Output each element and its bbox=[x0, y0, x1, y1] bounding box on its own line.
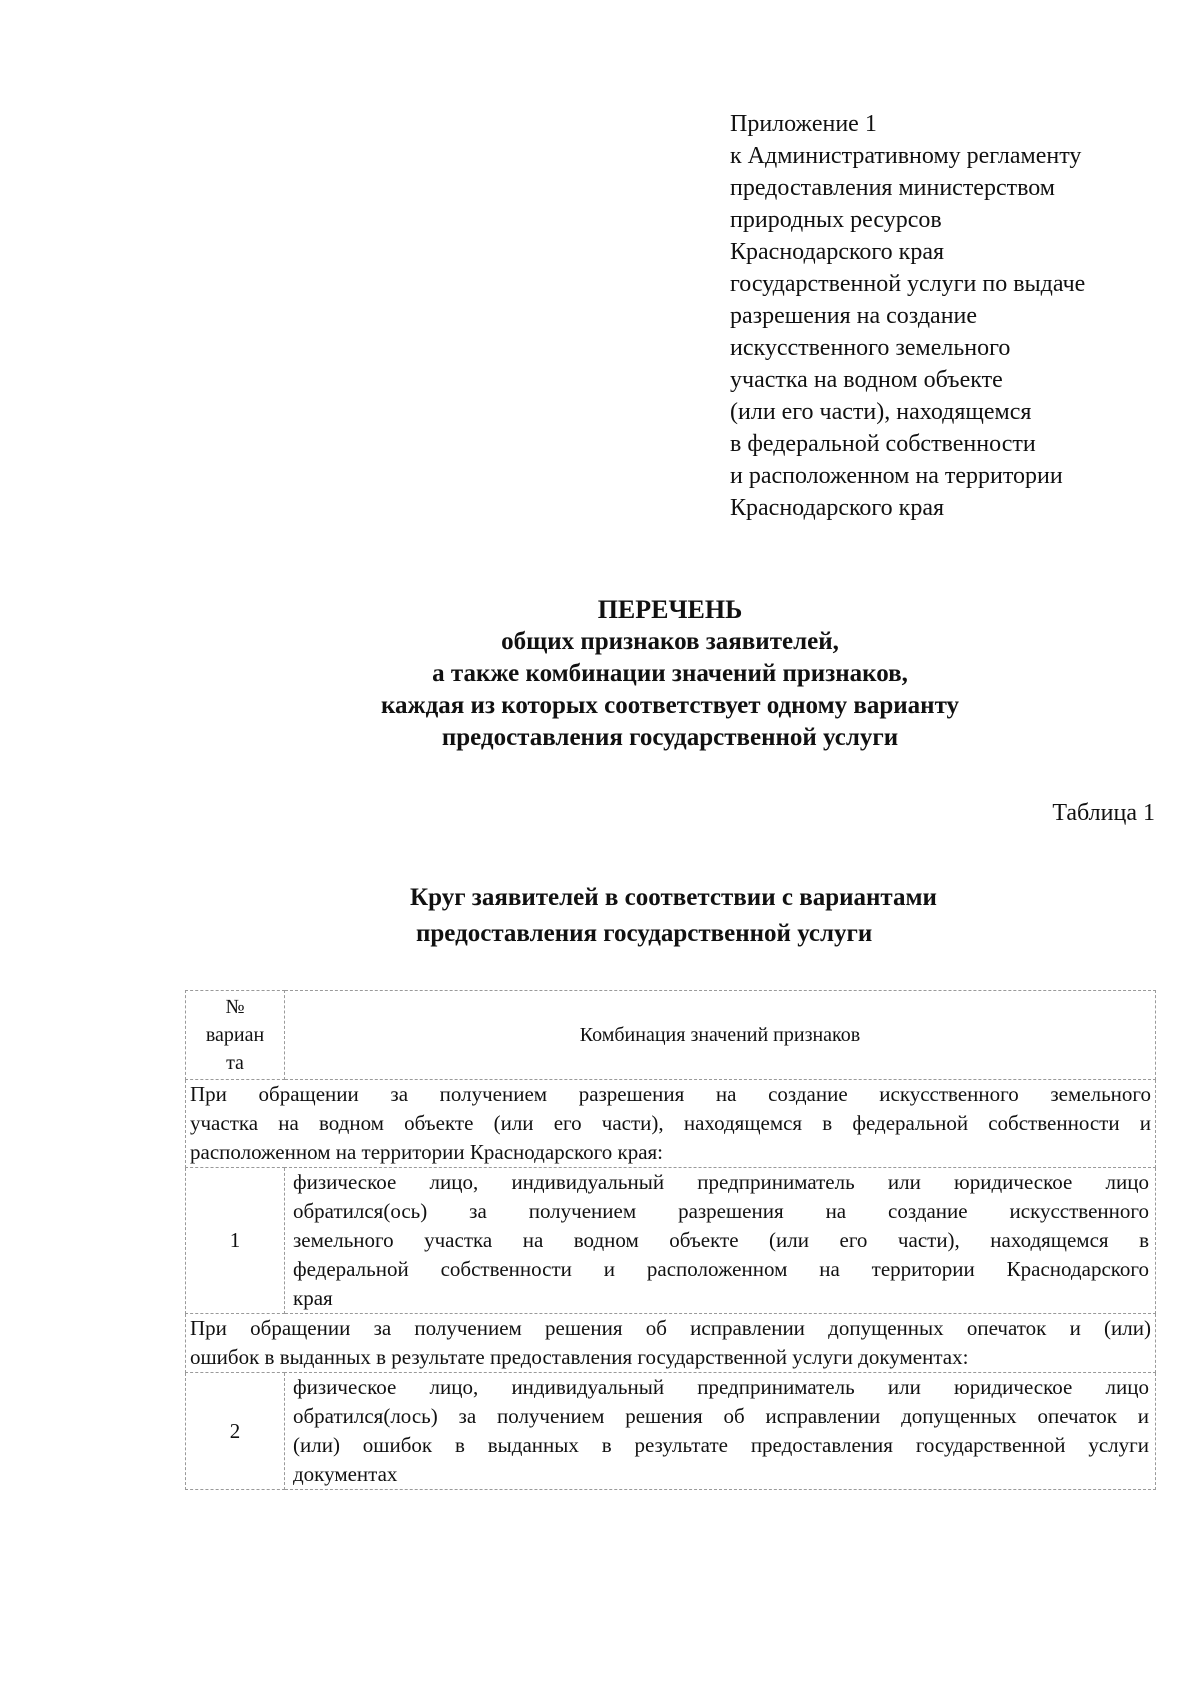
appendix-line: Приложение 1 bbox=[730, 111, 877, 137]
appendix-line: искусственного земельного bbox=[730, 335, 1011, 361]
document-title-line: предоставления государственной услуги bbox=[441, 724, 899, 751]
table-row bbox=[186, 1168, 1156, 1314]
table-caption-line: Круг заявителей в соответствии с вариантами bbox=[410, 884, 937, 911]
appendix-line: предоставления министерством bbox=[730, 175, 1055, 201]
appendix-line: Краснодарского края bbox=[730, 495, 945, 521]
appendix-line: природных ресурсов bbox=[730, 207, 942, 233]
variant-number: 2 bbox=[186, 1373, 285, 1490]
header-variant-number: № вариан та bbox=[186, 991, 285, 1080]
document-title-line: общих признаков заявителей, bbox=[501, 628, 839, 655]
table-header-row bbox=[186, 991, 1156, 1080]
appendix-line: (или его части), находящемся bbox=[730, 399, 1032, 425]
table-label: Таблица 1 bbox=[1052, 800, 1155, 826]
table-section-heading bbox=[186, 1314, 1156, 1373]
appendix-block bbox=[730, 108, 1170, 524]
table-caption-line: предоставления государственной услуги bbox=[416, 920, 873, 947]
appendix-line: к Административному регламенту bbox=[730, 143, 1082, 169]
variants-table bbox=[185, 990, 1156, 1490]
table-caption bbox=[400, 880, 1040, 952]
section-heading-cell: При обращении за получением разрешения на создание искусственного земельного участка на водном объекте (или его части), находящемся в федеральной собственности и расположенном на территории Краснодарского края: bbox=[186, 1080, 1156, 1168]
header-combination: Комбинация значений признаков bbox=[285, 991, 1156, 1080]
appendix-line: Краснодарского края bbox=[730, 239, 945, 265]
appendix-line: государственной услуги по выдаче bbox=[730, 271, 1086, 297]
document-title bbox=[80, 594, 1200, 754]
document-title-line: каждая из которых соответствует одному варианту bbox=[380, 692, 960, 719]
table-section-heading bbox=[186, 1080, 1156, 1168]
appendix-line: разрешения на создание bbox=[730, 303, 978, 329]
variant-description: физическое лицо, индивидуальный предприниматель или юридическое лицо обратился(лось) за получением решения об исправлении допущенных опечаток и (или) ошибок в выданных в результате предоставления государственной услуги документах bbox=[285, 1373, 1156, 1490]
appendix-line: в федеральной собственности bbox=[730, 431, 1036, 457]
document-title-line: а также комбинации значений признаков, bbox=[432, 660, 908, 687]
appendix-line: и расположенном на территории bbox=[730, 463, 1063, 489]
variant-number: 1 bbox=[186, 1168, 285, 1314]
variant-description: физическое лицо, индивидуальный предприниматель или юридическое лицо обратился(ось) за получением разрешения на создание искусственного земельного участка на водном объекте (или его части), находящемся в федеральной собственности и расположенном на территории Краснодарского края bbox=[285, 1168, 1156, 1314]
appendix-line: участка на водном объекте bbox=[730, 367, 1003, 393]
section-heading-cell: При обращении за получением решения об исправлении допущенных опечаток и (или) ошибок в выданных в результате предоставления государственной услуги документах: bbox=[186, 1314, 1156, 1373]
document-title-main: ПЕРЕЧЕНЬ bbox=[597, 595, 743, 624]
table-row bbox=[186, 1373, 1156, 1490]
